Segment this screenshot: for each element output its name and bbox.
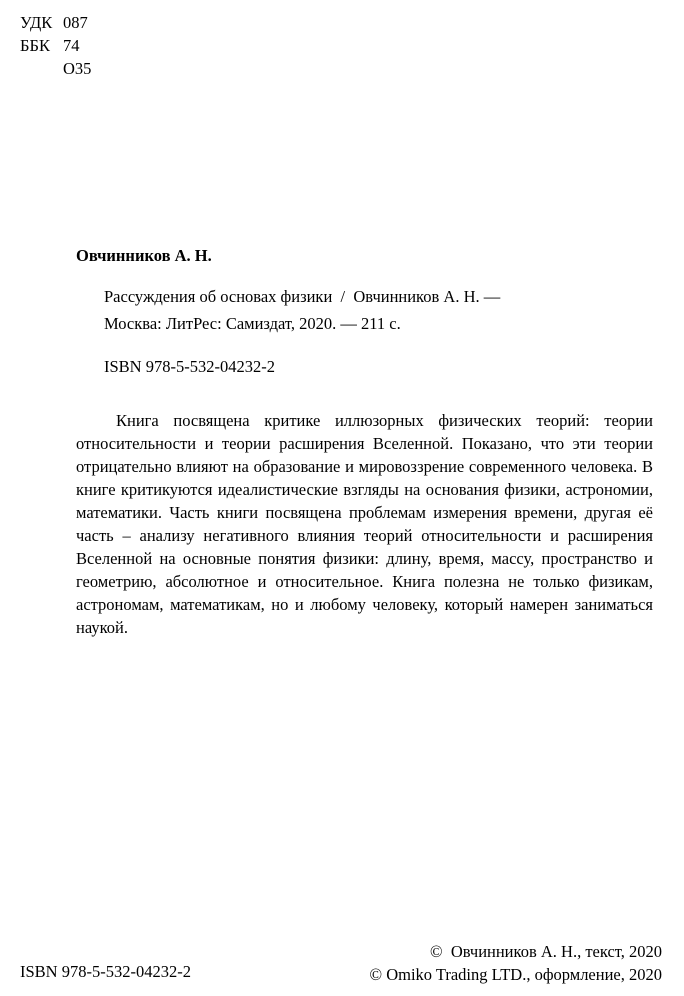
isbn-bottom: ISBN 978-5-532-04232-2 xyxy=(20,962,191,981)
classification-block xyxy=(20,11,91,80)
bbk-label: ББК xyxy=(20,36,50,55)
copyright-block xyxy=(370,940,662,986)
text-copyright: © Овчинников А. Н., текст, 2020 xyxy=(430,942,662,961)
udk-value: 087 xyxy=(63,13,88,32)
author-mark-row xyxy=(20,57,91,80)
annotation-paragraph: Книга посвящена критике иллюзорных физических теорий: теории относительности и теории расширения Вселенной. Показано, что эти теории отрицательно влияют на образование и мировоззрение современного человека. В книге критикуются идеалистические взгляды на основания физики, астрономии, математики. Часть книги посвящена проблемам измерения времени, другая её часть – анализу негативного влияния теорий относительности и расширения Вселенной на основные понятия физики: длину, время, массу, пространство и геометрию, абсолютное и относительное. Книга полезна не только физикам, астрономам, математикам, но и любому человеку, который намерен заниматься наукой. xyxy=(76,411,653,637)
isbn-top: ISBN 978-5-532-04232-2 xyxy=(104,357,275,376)
udk-label: УДК xyxy=(20,13,53,32)
bbk-row xyxy=(20,34,91,57)
author-heading: Овчинников А. Н. xyxy=(76,246,212,265)
biblio-line-title: Рассуждения об основах физики / Овчинников А. Н. — xyxy=(104,287,501,306)
udk-row xyxy=(20,11,91,34)
bibliographic-description xyxy=(104,283,500,337)
biblio-line-imprint: Москва: ЛитРес: Самиздат, 2020. — 211 с. xyxy=(104,314,401,333)
design-copyright: © Omiko Trading LTD., оформление, 2020 xyxy=(369,965,662,984)
bbk-value: 74 xyxy=(63,36,80,55)
author-mark: О35 xyxy=(63,59,92,78)
